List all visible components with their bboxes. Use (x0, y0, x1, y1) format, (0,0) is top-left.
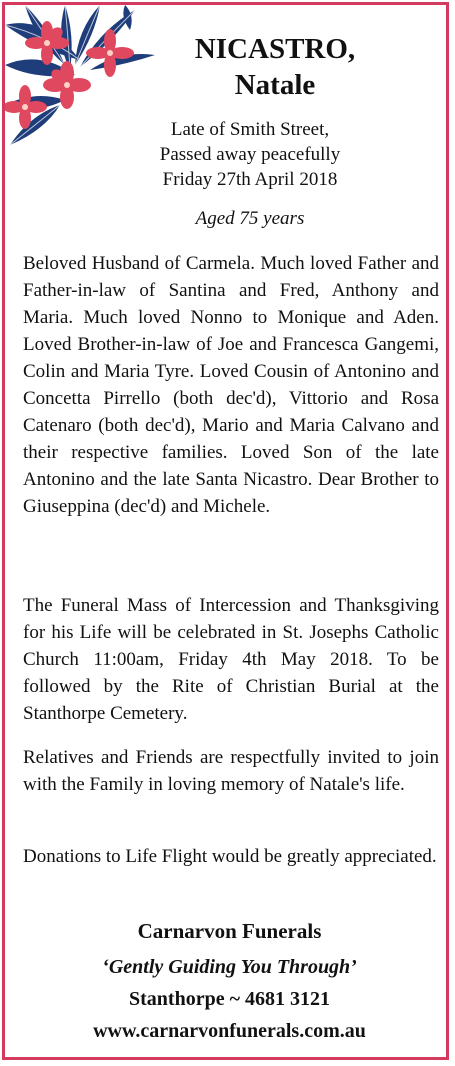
service-paragraph: The Funeral Mass of Intercession and Thanksgiving for his Life will be celebrated in St. Josephs Catholic Church 11:00am, Friday 4th May 2018. To be followed by the Rite of Christian Burial at the Stanthorpe Cemetery. (23, 595, 439, 724)
family-paragraph: Beloved Husband of Carmela. Much loved Father and Father-in-law of Santina and Fred, Anthony and Maria. Much loved Nonno to Monique and Aden. Loved Brother-in-law of Joe and Francesca Gangemi, Colin and Maria Tyre. Loved Cousin of Antonino and Concetta Pirrello (both dec'd), Vittorio and Rosa Catenaro (both dec'd), Mario and Maria Calvano and their respective families. Loved Son of the late Antonino and the late Santa Nicastro. Dear Brother to Giuseppina (dec'd) and Michele. (23, 253, 439, 517)
invitation-paragraph: Relatives and Friends are respectfully invited to join with the Family in loving memory of Natale's life. (23, 747, 439, 795)
passing-line: Passed away peacefully (159, 144, 341, 165)
donations-paragraph: Donations to Life Flight would be greatly appreciated. (23, 846, 437, 867)
funeral-director-website[interactable]: www.carnarvonfunerals.com.au (93, 1020, 366, 1042)
obituary-notice (2, 2, 449, 1060)
funeral-director-phone: Stanthorpe ~ 4681 3121 (129, 988, 330, 1010)
age-line: Aged 75 years (195, 208, 305, 229)
address-line: Late of Smith Street, (170, 119, 330, 140)
deceased-given-name: Natale (234, 69, 316, 101)
funeral-director-slogan: ‘Gently Guiding You Through’ (102, 956, 357, 978)
date-line: Friday 27th April 2018 (162, 169, 338, 190)
deceased-surname: NICASTRO, (194, 33, 356, 65)
funeral-director-name: Carnarvon Funerals (137, 919, 322, 943)
